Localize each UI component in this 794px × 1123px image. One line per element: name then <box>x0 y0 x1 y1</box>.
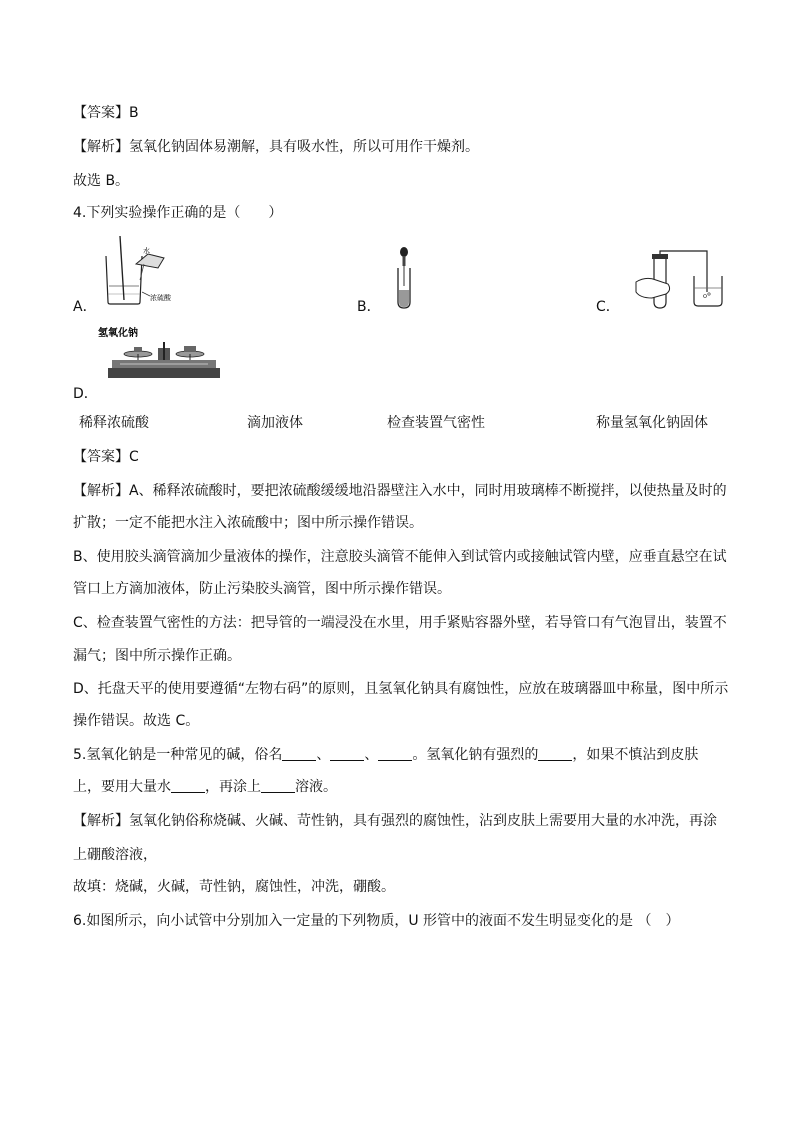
option-a-acid-label: 浓硫酸 <box>150 294 171 302</box>
q3-answer: 【答案】B <box>73 105 139 121</box>
fill-blank[interactable] <box>171 778 205 793</box>
q4-question: 4.下列实验操作正确的是（ ） <box>73 205 283 221</box>
q4-analysis-line: 管口上方滴加液体，防止污染胶头滴管，图中所示操作错误。 <box>73 581 451 597</box>
option-b-figure <box>392 246 416 310</box>
q4-analysis-line: D、托盘天平的使用要遵循“左物右码”的原则，且氢氧化钠具有腐蚀性，应放在玻璃器皿中称量，图中所示 <box>73 681 729 697</box>
q4-analysis-line: B、使用胶头滴管滴加少量液体的操作，注意胶头滴管不能伸入到试管内或接触试管内壁，应垂直悬空在试 <box>73 549 727 565</box>
q4-analysis-line: C、检查装置气密性的方法：把导管的一端浸没在水里，用手紧贴容器外壁，若导管口有气泡冒出，装置不 <box>73 615 727 631</box>
q4-analysis-line: 漏气；图中所示操作正确。 <box>73 648 241 664</box>
q4-answer: 【答案】C <box>73 449 139 465</box>
q5-analysis-line: 上硼酸溶液， <box>73 847 157 863</box>
option-b-letter: B． <box>357 299 381 315</box>
fill-blank[interactable] <box>282 746 316 761</box>
option-a-water-label: 水 <box>143 247 150 255</box>
q4-analysis-line: 扩散；一定不能把水注入浓硫酸中；图中所示操作错误。 <box>73 515 423 531</box>
q5-question-line-2: 上，要用大量水 ，再涂上 溶液。 <box>73 779 337 795</box>
q4-analysis-line: 【解析】A、稀释浓硫酸时，要把浓硫酸缓缓地沿器壁注入水中，同时用玻璃棒不断搅拌，以使热量及时的 <box>73 483 727 499</box>
option-a-letter: A． <box>73 299 97 315</box>
option-d-top-label: 氢氧化钠 <box>98 328 138 339</box>
q3-choice: 故选 B。 <box>73 173 130 189</box>
fill-blank[interactable] <box>330 746 364 761</box>
fill-blank[interactable] <box>261 778 295 793</box>
option-d-caption: 称量氢氧化钠固体 <box>596 415 708 431</box>
option-c-caption: 检查装置气密性 <box>387 415 485 431</box>
q4-analysis-line: 操作错误。故选 C。 <box>73 713 200 729</box>
option-d-figure <box>98 324 228 384</box>
option-a-caption: 稀释浓硫酸 <box>79 415 149 431</box>
q5-question-line-1: 5.氢氧化钠是一种常见的碱，俗名 、 、 。氢氧化钠有强烈的 ，如果不慎沾到皮肤 <box>73 747 699 763</box>
option-c-letter: C． <box>596 299 620 315</box>
q5-fill-answer: 故填：烧碱，火碱，苛性钠，腐蚀性，冲洗，硼酸。 <box>73 879 395 895</box>
option-b-caption: 滴加液体 <box>247 415 303 431</box>
fill-blank[interactable] <box>378 746 412 761</box>
option-d-letter: D． <box>73 386 98 402</box>
option-a-figure <box>98 234 208 306</box>
fill-blank[interactable] <box>538 746 572 761</box>
q3-analysis: 【解析】氢氧化钠固体易潮解，具有吸水性，所以可用作干燥剂。 <box>73 139 479 155</box>
option-c-figure <box>632 250 724 312</box>
q6-question: 6.如图所示，向小试管中分别加入一定量的下列物质，U 形管中的液面不发生明显变化的是 （ ） <box>73 913 680 929</box>
q5-analysis-line: 【解析】氢氧化钠俗称烧碱、火碱、苛性钠，具有强烈的腐蚀性，沾到皮肤上需要用大量的水冲洗，再涂 <box>73 813 717 829</box>
